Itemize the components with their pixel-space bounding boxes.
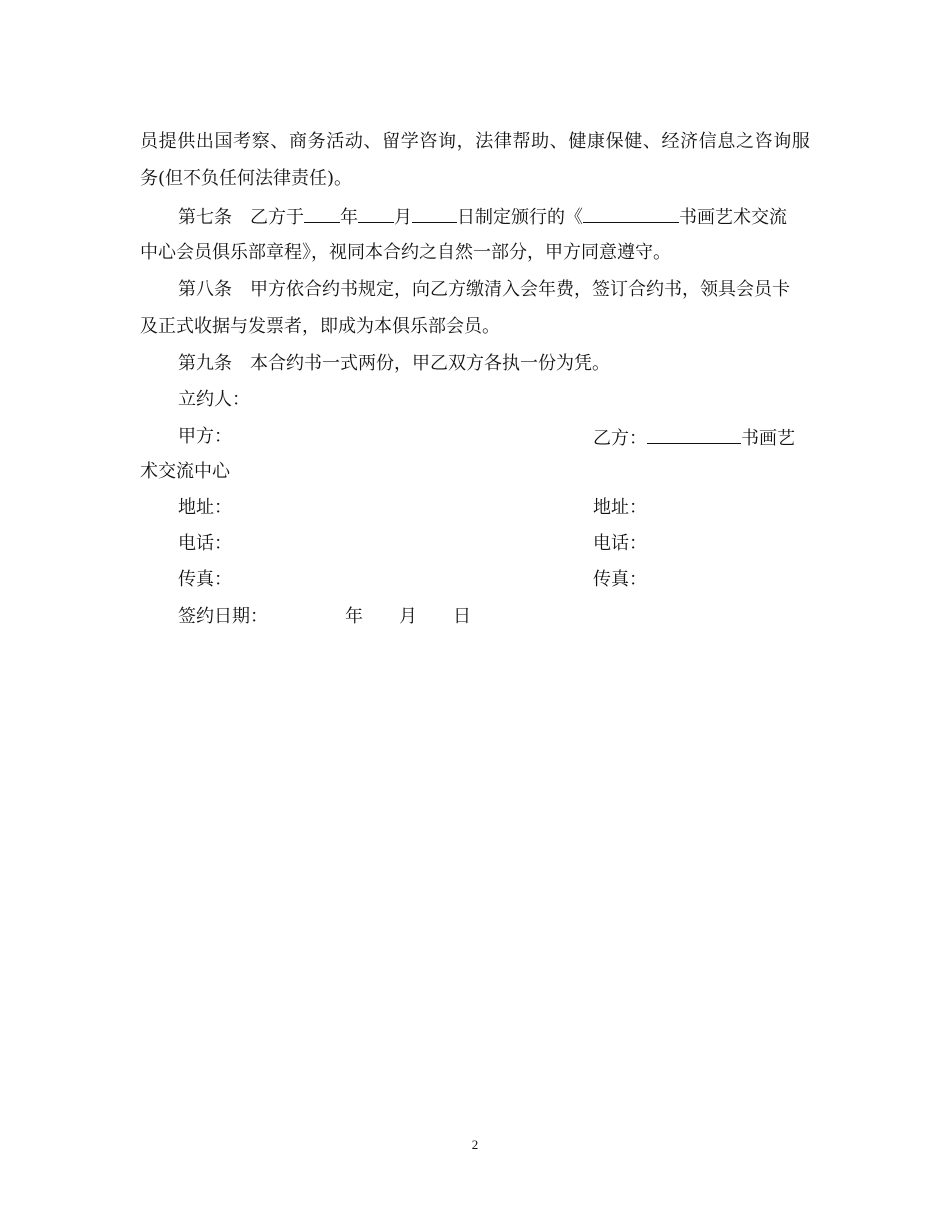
text-char: ，	[456, 131, 475, 152]
article-7-text-d: 中心会员俱乐部章程》，视同本合约之自然一部分，甲方同意遵守。	[140, 242, 671, 263]
article-8-text-b: 及正式收据与发票者，即成为本俱乐部会员。	[140, 316, 500, 337]
blank-year-field	[304, 204, 340, 223]
text-char: 察	[251, 131, 270, 152]
text-char: 服	[791, 131, 810, 152]
text-char: 咨	[419, 131, 438, 152]
signing-date-day: 日	[453, 606, 471, 627]
blank-center-name-field	[583, 204, 679, 223]
blank-day-field	[412, 204, 457, 223]
signing-date-month: 月	[399, 606, 417, 627]
article-7-year: 年	[340, 207, 358, 228]
text-char: 动	[344, 131, 363, 152]
article-7-line-1	[178, 204, 787, 230]
text-char: 询	[773, 131, 792, 152]
text-char: 留	[382, 131, 401, 152]
text-char: 、	[549, 131, 568, 152]
text-char: 务	[307, 131, 326, 152]
text-char: 、	[363, 131, 382, 152]
text-line-2: 务(但不负任何法律责任)。	[140, 168, 353, 189]
article-8-label: 第八条	[178, 279, 232, 300]
signatories-heading: 立约人：	[178, 389, 250, 410]
party-a-phone-label: 电话：	[178, 533, 232, 554]
text-char: 律	[493, 131, 512, 152]
paragraph-line-2	[140, 167, 352, 191]
article-8-text-a: 甲方依合约书规定，向乙方缴清入会年费，签订合约书，领具会员卡	[250, 279, 790, 300]
text-char: 商	[289, 131, 307, 152]
article-9-text: 本合约书一式两份，甲乙双方各执一份为凭。	[250, 353, 610, 374]
text-char: 活	[326, 131, 345, 152]
party-a-fax-label: 传真：	[178, 569, 232, 590]
text-char: 经	[661, 131, 680, 152]
text-char: 信	[698, 131, 717, 152]
text-char: 之	[736, 131, 754, 152]
text-char: 供	[177, 131, 196, 152]
text-char: 提	[158, 131, 177, 152]
text-char: 国	[214, 131, 233, 152]
text-char: 保	[605, 131, 624, 152]
text-char: 帮	[512, 131, 531, 152]
article-8-line-1	[178, 278, 790, 302]
signing-date-label: 签约日期：	[178, 606, 268, 627]
text-char: 、	[270, 131, 289, 152]
text-char: 学	[400, 131, 419, 152]
blank-party-b-name-field	[647, 425, 741, 444]
text-char: 考	[233, 131, 252, 152]
party-b-phone-label: 电话：	[593, 533, 647, 554]
text-char: 息	[717, 131, 736, 152]
article-7-month: 月	[394, 207, 412, 228]
party-a-label: 甲方：	[178, 426, 232, 447]
article-9-label: 第九条	[178, 353, 232, 374]
paragraph-line-1	[140, 130, 810, 154]
party-b-line	[593, 425, 795, 451]
signing-date-line	[178, 605, 471, 629]
article-7-text-c: 书画艺术交流	[679, 207, 787, 228]
text-char: 健	[624, 131, 643, 152]
page-number: 2	[471, 1137, 479, 1152]
text-char: 康	[587, 131, 605, 152]
article-7-line-2	[140, 241, 671, 265]
signing-date-year: 年	[345, 606, 363, 627]
party-b-label: 乙方：	[593, 428, 647, 449]
text-char: 咨	[754, 131, 773, 152]
article-9-line	[178, 352, 610, 376]
text-char: 健	[568, 131, 587, 152]
text-char: 询	[438, 131, 456, 152]
text-char: 法	[475, 131, 494, 152]
party-a-address-label: 地址：	[178, 497, 232, 518]
text-char: 济	[680, 131, 699, 152]
text-char: 出	[195, 131, 214, 152]
article-8-line-2	[140, 315, 500, 339]
party-b-fax-label: 传真：	[593, 569, 647, 590]
text-char: 、	[642, 131, 661, 152]
article-7-label: 第七条	[178, 207, 232, 228]
text-char: 助	[531, 131, 550, 152]
article-7-text-b: 日制定颁行的《	[457, 207, 583, 228]
text-char: 员	[140, 131, 158, 152]
party-b-text: 书画艺	[741, 428, 795, 449]
article-7-text-a: 乙方于	[250, 207, 304, 228]
blank-month-field	[358, 204, 394, 223]
party-b-continuation: 术交流中心	[140, 461, 230, 482]
party-b-address-label: 地址：	[593, 497, 647, 518]
